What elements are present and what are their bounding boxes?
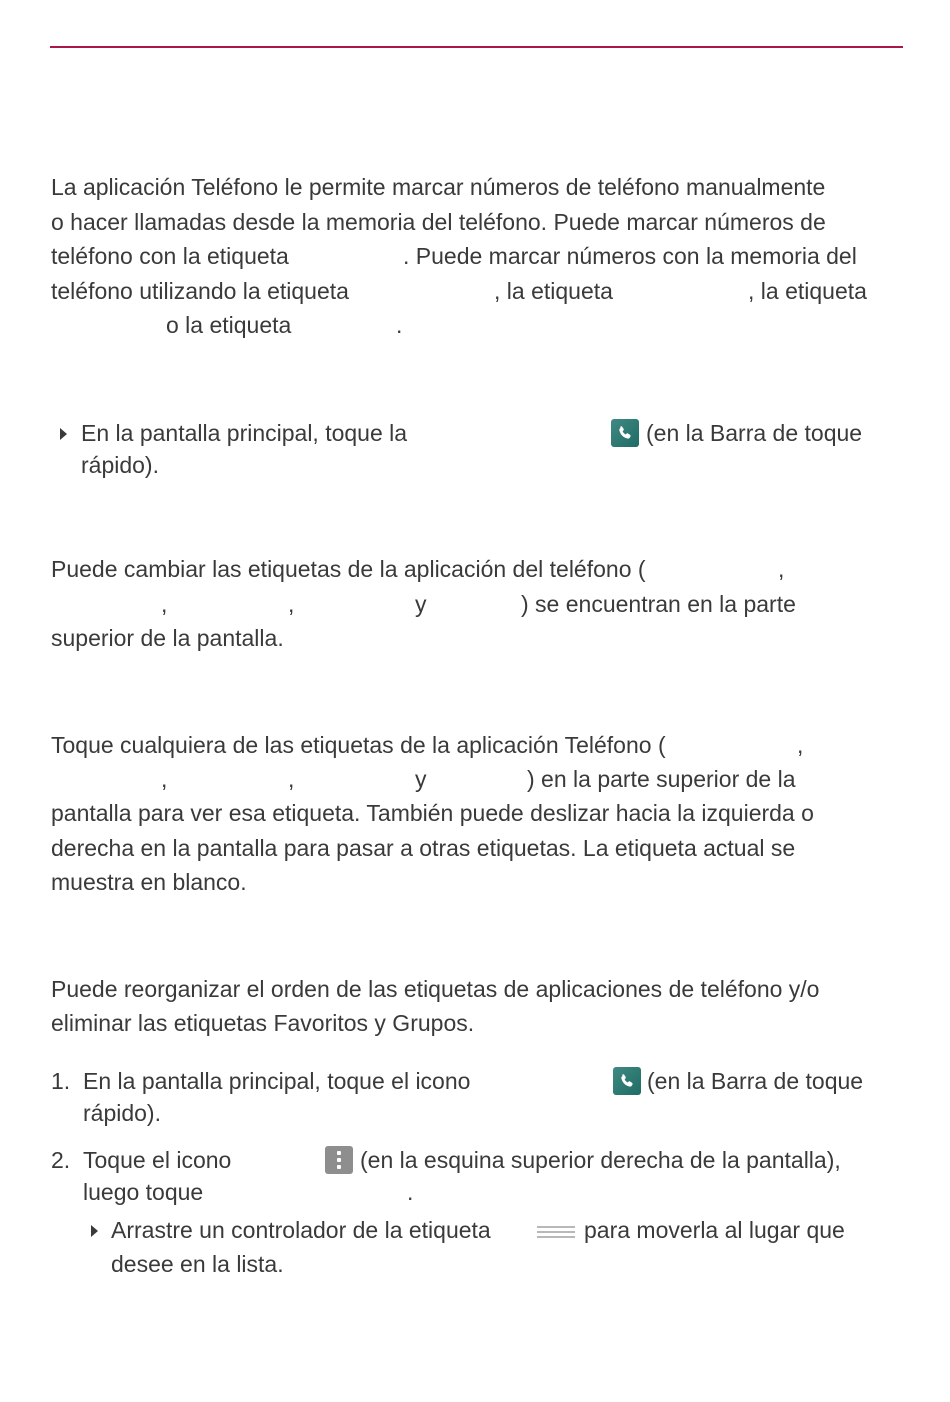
sub-step-line-1a: Arrastre un controlador de la etiqueta [111, 1217, 491, 1243]
step-2-line-2a: luego toque [83, 1179, 204, 1205]
step-2-number: 2. [51, 1147, 71, 1173]
tap-tabs-line-2a: , [161, 766, 168, 792]
open-step-line-1a: En la pantalla principal, toque la [81, 420, 408, 446]
menu-icon [325, 1146, 353, 1174]
reorder-line-1: Puede reorganizar el orden de las etiquetas de aplicaciones de teléfono y/o [51, 976, 820, 1002]
change-tabs-line-2a: , [161, 591, 168, 617]
tap-tabs-line-2b: , [288, 766, 295, 792]
tap-tabs-line-2c: y [415, 766, 427, 792]
step-2-line-1a: Toque el icono [83, 1147, 232, 1173]
open-step-line-1b: (en la Barra de toque [646, 420, 863, 446]
tap-tabs-line-3: pantalla para ver esa etiqueta. También puede deslizar hacia la izquierda o [51, 800, 814, 826]
change-tabs-line-1b: , [778, 556, 785, 582]
open-step-line-2: rápido). [81, 452, 159, 478]
phone-handset-icon [617, 425, 633, 441]
intro-line-3a: teléfono con la etiqueta [51, 243, 289, 269]
intro-line-4b: , la etiqueta [494, 278, 613, 304]
intro-line-5b: . [396, 312, 403, 338]
bullet-arrow-icon [91, 1225, 98, 1237]
intro-line-2: o hacer llamadas desde la memoria del teléfono. Puede marcar números de [51, 209, 826, 235]
phone-icon [613, 1067, 641, 1095]
tap-tabs-line-1a: Toque cualquiera de las etiquetas de la aplicación Teléfono ( [51, 732, 666, 758]
drag-handle-icon [537, 1224, 575, 1240]
change-tabs-line-2c: y [415, 591, 427, 617]
change-tabs-line-3: superior de la pantalla. [51, 625, 284, 651]
sub-step-line-1b: para moverla al lugar que [584, 1217, 845, 1243]
intro-line-1: La aplicación Teléfono le permite marcar números de teléfono manualmente [51, 174, 826, 200]
header-rule [50, 46, 903, 48]
sub-step-line-2: desee en la lista. [111, 1251, 284, 1277]
intro-line-4a: teléfono utilizando la etiqueta [51, 278, 349, 304]
phone-icon [611, 419, 639, 447]
step-2-line-2b: . [407, 1179, 414, 1205]
step-1-number: 1. [51, 1068, 71, 1094]
tap-tabs-line-5: muestra en blanco. [51, 869, 247, 895]
step-2-line-1b: (en la esquina superior derecha de la pantalla), [360, 1147, 841, 1173]
step-1-line-2: rápido). [83, 1100, 161, 1126]
change-tabs-line-2b: , [288, 591, 295, 617]
phone-handset-icon [619, 1073, 635, 1089]
bullet-arrow-icon [60, 428, 67, 440]
tap-tabs-line-2d: ) en la parte superior de la [527, 766, 796, 792]
intro-line-5a: o la etiqueta [166, 312, 292, 338]
change-tabs-line-2d: ) se encuentran en la parte [521, 591, 796, 617]
intro-line-3b: . Puede marcar números con la memoria del [403, 243, 857, 269]
intro-line-4c: , la etiqueta [748, 278, 867, 304]
reorder-line-2: eliminar las etiquetas Favoritos y Grupos. [51, 1010, 475, 1036]
change-tabs-line-1a: Puede cambiar las etiquetas de la aplicación del teléfono ( [51, 556, 646, 582]
tap-tabs-line-4: derecha en la pantalla para pasar a otras etiquetas. La etiqueta actual se [51, 835, 796, 861]
tap-tabs-line-1b: , [797, 732, 804, 758]
step-1-line-1a: En la pantalla principal, toque el icono [83, 1068, 471, 1094]
step-1-line-1b: (en la Barra de toque [647, 1068, 864, 1094]
